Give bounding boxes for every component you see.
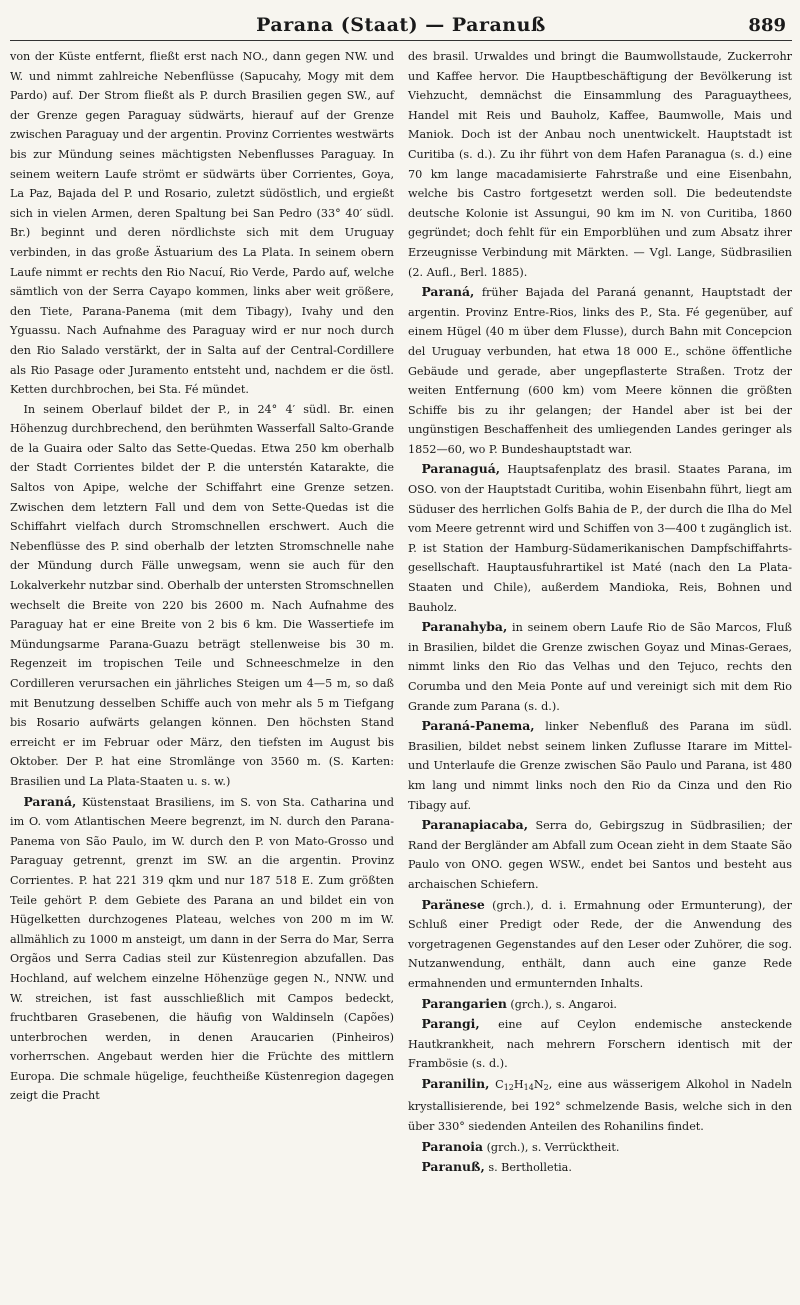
paragraph: des brasil. Urwaldes und bringt die Baumwollstaude, Zuckerrohr und Kaffee hervor. Die Hauptbeschäftigung der Bevölkerung ist Viehzucht, demnächst die Einsammlung des Paraguaythees, Handel mit Reis und Bauholz, Kaffee, Baumwolle, Mais und Maniok. Doch ist der Anbau noch unentwickelt. Hauptstadt ist Curitiba (s. d.). Zu ihr führt von dem Hafen Paranagua (s. d.) eine 70 km lange macadamisierte Fahrstraße und eine Eisenbahn, welche bis Castro fortgesetzt werden soll. Die bedeutendste deutsche Kolonie ist Assungui, 90 km im N. von Curitiba, 1860 gegründet; doch fehlt für ein Emporblühen und zum Absatz ihrer Erzeugnisse Verbindung mit Märkten. — Vgl. Lange, Südbrasilien (2. Aufl., Berl. 1885).	[408, 50, 792, 279]
entry-paranagua	[408, 459, 792, 617]
entry-paranuss	[408, 1157, 792, 1178]
entry-paranilin	[408, 1074, 792, 1137]
headword: Parangi,	[421, 1016, 480, 1032]
headword: Paranaguá,	[421, 461, 501, 477]
formula-sub: 12	[503, 1082, 514, 1092]
headword: Paranahyba,	[421, 619, 508, 635]
entry-text: (grch.), s. Verrücktheit.	[483, 1140, 620, 1154]
formula-sub: 2	[543, 1082, 549, 1092]
entry-parana-panema	[408, 716, 792, 815]
entry-paraenese	[408, 895, 792, 994]
entry-parana-stadt	[408, 282, 792, 459]
page-number: 889	[748, 15, 786, 36]
entry-parangarien	[408, 994, 792, 1015]
entry-text: in seinem obern Laufe Rio de São Marcos, Fluß in Brasilien, bildet die Grenze zwischen Goyaz und Minas-Geraes, nimmt links den Rio das Velhas und den Tejuco, rechts den Corumba und den Meia Ponte auf und vereinigt sich mit dem Rio Grande zum Parana (s. d.).	[408, 621, 792, 713]
entry-text: linker Nebenfluß des Parana im südl. Brasilien, bildet nebst seinem linken Zuflusse Itarare im Mittel- und Unterlaufe die Grenze zwischen São Paulo und Parana, ist 480 km lang und nimmt links noch den Rio da Cinza und den Rio Tibagy auf.	[408, 720, 792, 812]
columns	[10, 41, 792, 1178]
entry-paranoia	[408, 1137, 792, 1158]
headword: Paranoia	[421, 1138, 484, 1154]
entry-text: eine auf Ceylon endemische ansteckende Hautkrankheit, nach mehrern Forschern identisch mit der Frambösie (s. d.).	[408, 1018, 792, 1071]
entry-text: früher Bajada del Paraná genannt, Hauptstadt der argentin. Provinz Entre-Rios, links des P., Sta. Fé gegenüber, auf einem Hügel (40 m über dem Flusse), durch Bahn mit Concepcion del Uruguay verbunden, hat etwa 18 000 E., schöne öffentliche Gebäude und gerade, aber ungepflasterte Straßen. Trotz der weiten Entfernung (600 km) vom Meere können die größten Schiffe bis zu ihr gelangen; der Handel aber ist bei der ungünstigen Beschaffenheit des umliegenden Landes geringer als 1852—60, wo P. Bundeshauptstadt war.	[408, 286, 792, 456]
entry-text: Hauptsafenplatz des brasil. Staates Parana, im OSO. von der Hauptstadt Curitiba, wohin Eisenbahn führt, liegt am Süduser des herrlichen Golfs Bahia de P., der durch die Ilha do Mel vom Meere getrennt wird und Schiffen von 3—400 t zugänglich ist. P. ist Station der Hamburg-Südamerikanischen Dampfschiffahrts-gesellschaft. Hauptausfuhrartikel ist Maté (nach den La Plata-Staaten und Chile), außerdem Mandioka, Reis, Bohnen und Bauholz.	[408, 463, 792, 614]
running-title: Parana (Staat) — Paranuß	[256, 14, 546, 36]
entry-paranahyba	[408, 617, 792, 716]
headword: Paränese	[421, 896, 485, 912]
paragraph: In seinem Oberlauf bildet der P., in 24° 4′ südl. Br. einen Höhenzug durchbrechend, den berühmten Wasserfall Salto-Grande de la Guaira oder Salto das Sette-Quedas. Etwa 250 km oberhalb der Stadt Corrientes bildet der P. die unterstén Katarakte, die Saltos von Apipe, welche der Schiffahrt eine Grenze setzen. Zwischen dem letztern Fall und dem von Sette-Quedas ist die Schiffahrt vielfach durch Stromschnellen erschwert. Auch die Nebenflüsse des P. sind oberhalb der letzten Stromschnelle nahe der Mündung durch Fälle unwegsam, wenn sie auch für den Lokalverkehr nutzbar sind. Oberhalb der untersten Stromschnellen wechselt die Breite von 220 bis 2600 m. Nach Aufnahme des Paraguay hat er eine Breite von 2 bis 6 km. Die Wassertiefe im Mündungsarme Parana-Guazu beträgt stellenweise bis 30 m. Regenzeit im tropischen Teile und Schneeschmelze in den Cordilleren verursachen ein jährliches Steigen um 4—5 m, so daß mit Benutzung desselben Schiffe auch von mehr als 5 m Tiefgang bis Rosario aufwärts gelangen können. Den höchsten Stand erreicht er im Februar oder März, den tiefsten im August bis Oktober. Der P. hat eine Stromlänge von 3560 m. (S. Karten: Brasilien und La Plata-Staaten u. s. w.)	[10, 402, 394, 788]
entry-text: s. Bertholletia.	[484, 1161, 572, 1175]
right-column	[408, 47, 792, 1178]
formula-n: N	[533, 1077, 544, 1091]
entry-text: (grch.), s. Angaroi.	[506, 997, 617, 1011]
headword: Paraná,	[421, 284, 475, 300]
entry-parana-staat	[10, 792, 394, 1107]
left-column	[10, 47, 394, 1178]
entry-text: (grch.), d. i. Ermahnung oder Ermunterung), der Schluß einer Predigt oder Rede, der die Anwendung des vorgetragenen Gegenstandes auf den Leser oder Zuhörer, die sog. Nutzanwendung, enthält, dann auch eine ganze Rede ermahnenden und ermunternden Inhalts.	[408, 898, 792, 990]
headword: Paranapiacaba,	[421, 817, 529, 833]
entry-text: Küstenstaat Brasiliens, im S. von Sta. Catharina und im O. vom Atlantischen Meere begrenzt, im N. durch den Parana-Panema von São Paulo, im W. durch den P. von Mato-Grosso und Paraguay getrennt, grenzt im SW. an die argentin. Provinz Corrientes. P. hat 221 319 qkm und nur 187 518 E. Zum größten Teile gehört P. dem Gebiete des Parana an und bildet ein von Hügelketten durchzogenes Plateau, welches von 200 m im W. allmählich zu 1000 m ansteigt, um dann in der Serra do Mar, Serra Orgãos und Serra Cadias steil zur Küstenregion abzufallen. Das Hochland, auf welchem einzelne Höhenzüge gegen N., NNW. und W. streichen, ist fast ausschließlich mit Campos bedeckt, fruchtbaren Grasebenen, die häufig von Waldinseln (Capões) unterbrochen werden, in denen Araucarien (Pinheiros) vorherrschen. Angebaut werden hier die Früchte des mittlern Europa. Die schmale hügelige, feuchtheiße Küstenregion dagegen zeigt die Pracht	[10, 795, 394, 1103]
entry-parangi	[408, 1014, 792, 1074]
formula-h: H	[513, 1077, 524, 1091]
entry-paranapiacaba	[408, 815, 792, 894]
headword: Paraná-Panema,	[421, 718, 535, 734]
paragraph: von der Küste entfernt, fließt erst nach NO., dann gegen NW. und W. und nimmt zahlreiche Nebenflüsse (Sapucahy, Mogy mit dem Pardo) auf. Der Strom fließt als P. durch Brasilien gegen SW., auf der Grenze gegen Paraguay südwärts, hierauf auf der Grenze zwischen Paraguay und der argentin. Provinz Corrientes westwärts bis zur Mündung seines mächtigsten Nebenflusses Paraguay. In seinem weitern Laufe strömt er südwärts über Corrientes, Goya, La Paz, Bajada del P. und Rosario, zuletzt südöstlich, und ergießt sich in vielen Armen, deren Spaltung bei San Pedro (33° 40′ südl. Br.) beginnt und deren nördlichste sich mit dem Uruguay verbinden, in das große Ästuarium des La Plata. In seinem obern Laufe nimmt er rechts den Rio Nacuí, Rio Verde, Pardo auf, welche sämtlich von der Serra Cayapo kommen, links aber weit größere, den Tiete, Parana-Panema (mit dem Tibagy), Ivahy und den Yguassu. Nach Aufnahme des Paraguay wird er nur noch durch den Rio Salado verstärkt, der in Salta auf der Central-Cordillere als Rio Pasage oder Juramento entsteht und, nachdem er die östl. Ketten durchbrochen, bei Sta. Fé mündet.	[10, 50, 394, 397]
page-header	[10, 0, 792, 41]
entry-text: Serra do, Gebirgszug in Südbrasilien; der Rand der Bergländer am Abfall zum Ocean zieht in dem Staate São Paulo von ONO. gegen WSW., endet bei Santos und besteht aus archaischen Schiefern.	[408, 819, 792, 891]
entry-text: , eine aus wässerigem Alkohol in Nadeln krystallisierende, bei 192° schmelzende Basis, welche sich in den über 330° siedenden Anteilen des Rohanilins findet.	[408, 1077, 792, 1134]
formula-sub: 14	[523, 1082, 534, 1092]
formula-c: C	[495, 1077, 504, 1091]
headword: Paranuß,	[421, 1159, 485, 1175]
headword: Paranilin,	[421, 1075, 490, 1091]
headword: Paraná,	[23, 793, 77, 809]
chemical-formula	[495, 1078, 549, 1091]
headword: Parangarien	[421, 995, 507, 1011]
